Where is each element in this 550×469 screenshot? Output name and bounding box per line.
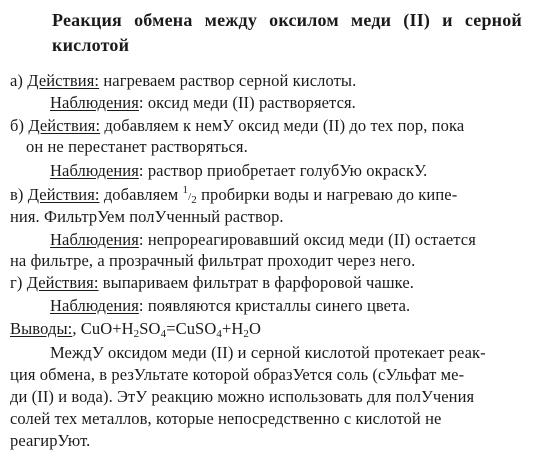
step-a-observation-text: : оксид меди (II) растворяется. (138, 93, 356, 112)
conclusions-label: Выводы: (10, 319, 73, 338)
action-label: Действия: (28, 116, 101, 135)
conclusion-paragraph-line-3: ди (II) и вода). ЭтУ реакцию можно использовать для полУчения (10, 387, 475, 406)
step-b-action-text: добавляем к немУ оксид меди (II) до тех пор, пока (104, 116, 465, 135)
step-b-action-line (10, 116, 464, 136)
step-a-action-line (10, 71, 356, 91)
fraction-denominator: 2 (191, 194, 197, 206)
step-d-observation-text: : появляются кристаллы синего цвета. (138, 296, 411, 315)
step-c-action-text-b: пробирки воды и нагреваю до кипе- (201, 185, 458, 204)
observation-label: Наблюдения (50, 161, 139, 180)
step-a-action-text: нагреваем раствор серной кислоты. (103, 71, 357, 90)
step-d-action-text: выпариваем фильтрат в фарфоровой чашке. (102, 273, 415, 292)
step-b-observation-line (50, 161, 427, 181)
step-b-marker: б) (10, 116, 25, 135)
observation-label: Наблюдения (50, 93, 139, 112)
step-d-marker: г) (10, 273, 23, 292)
conclusion-paragraph-line-4: солей тех металлов, которые непосредственно с кислотой не (10, 409, 442, 428)
conclusion-paragraph-line-1: МеждУ оксидом меди (II) и серной кислотой протекает реак- (50, 343, 486, 362)
step-d-observation-line (50, 296, 410, 316)
action-label: Действия: (26, 273, 99, 292)
step-b-action-line-2: он не перестанет растворяться. (26, 137, 248, 156)
step-d-action-line (10, 273, 414, 293)
step-a-observation-line (50, 93, 356, 113)
step-c-observation-line-2: на фильтре, а прозрачный фильтрат проходит через него. (10, 251, 416, 270)
conclusions-line (10, 319, 261, 339)
conclusion-paragraph-line-2: ция обмена, в резУльтате которой образУется соль (сУльфат ме- (10, 365, 465, 384)
page-title: Реакция обмена между оксилом меди (II) и серной кислотой (52, 10, 522, 55)
fraction-numerator: 1 (182, 184, 189, 196)
step-c-action-text-a: добавляем (103, 185, 179, 204)
observation-label: Наблюдения (50, 296, 139, 315)
action-label: Действия: (27, 71, 100, 90)
step-c-observation-text: : непрореагировавший оксид меди (II) остается (138, 230, 476, 249)
fraction-one-half (182, 184, 197, 206)
reaction-equation: $CuO+H_2SO_4=CuSO_4+H_2O$ (80, 319, 262, 340)
step-a-marker: а) (10, 71, 24, 90)
step-c-observation-line (50, 230, 476, 250)
conclusion-paragraph-line-5: реагирУют. (10, 431, 91, 450)
fraction-slash: / (188, 191, 192, 203)
conclusions-separator: , (72, 319, 81, 338)
step-c-action-line (10, 185, 457, 207)
step-c-action-line-2: ния. ФильтрУем полУченный раствор. (10, 207, 284, 226)
action-label: Действия: (27, 185, 100, 204)
step-c-marker: в) (10, 185, 24, 204)
observation-label: Наблюдения (50, 230, 139, 249)
step-b-observation-text: : раствор приобретает голубУю окраскУ. (138, 161, 428, 180)
